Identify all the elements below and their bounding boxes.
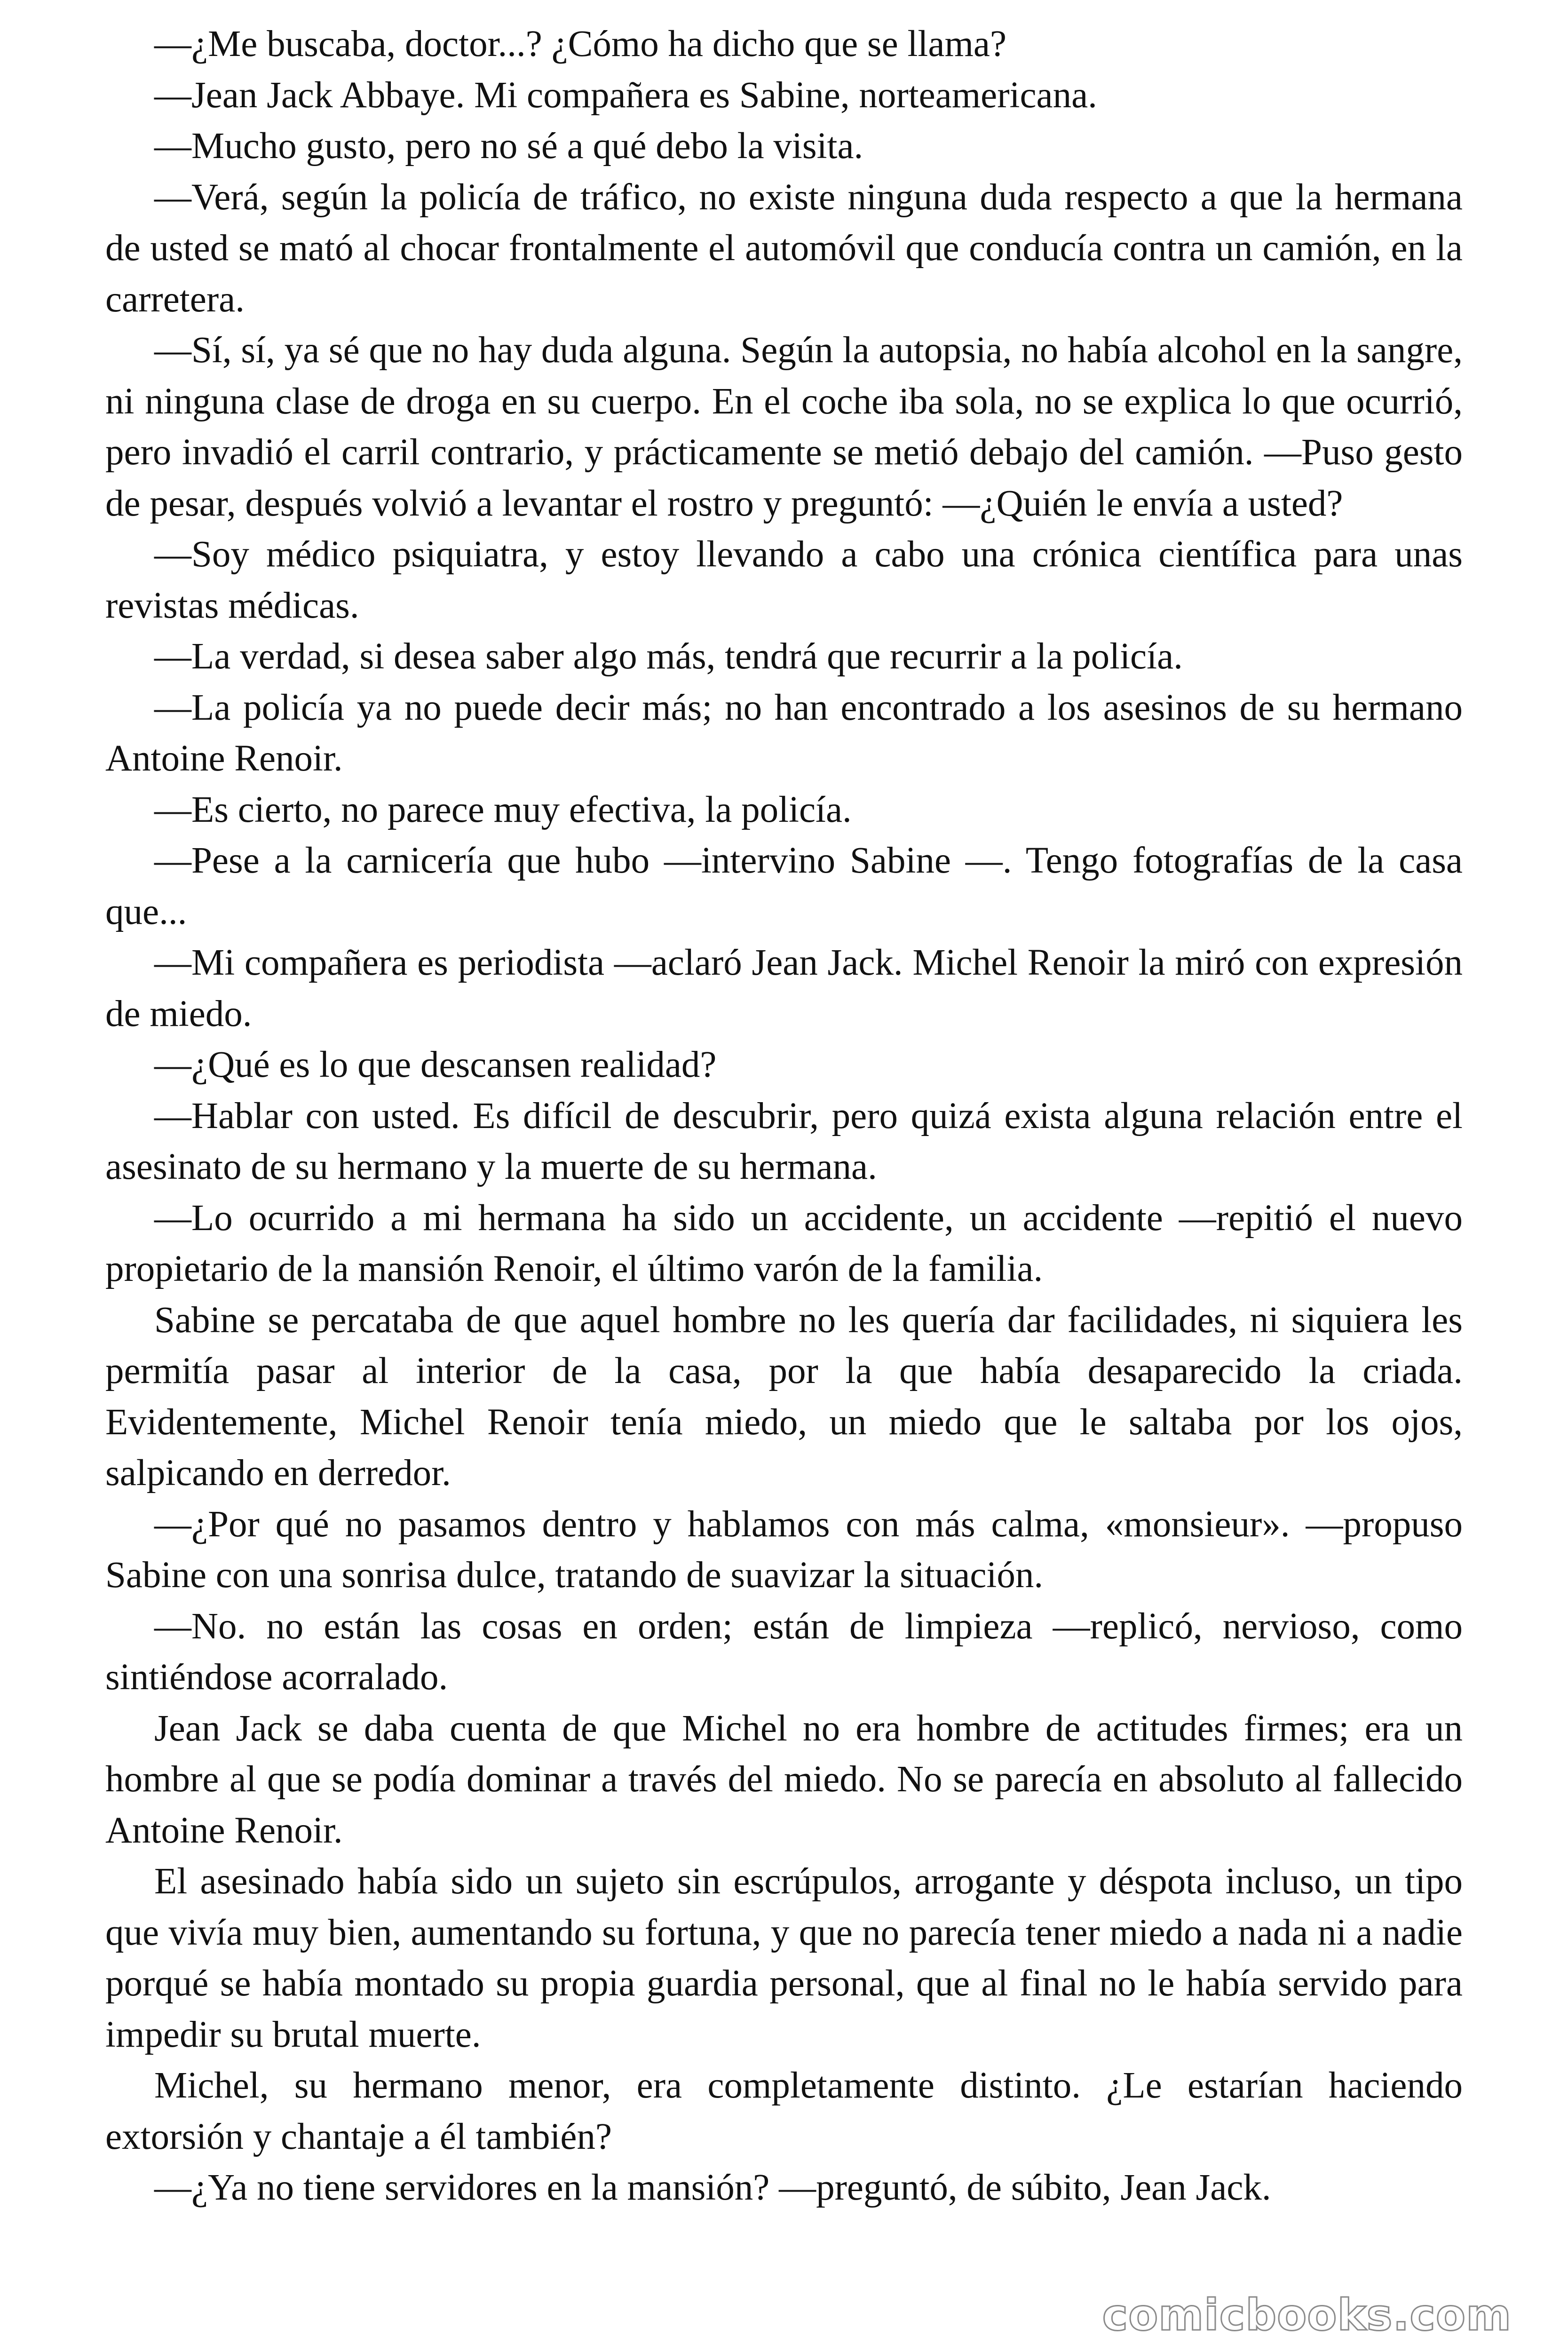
paragraph: —¿Por qué no pasamos dentro y hablamos con más calma, «monsieur». —propuso Sabine con una sonrisa dulce, tratando de suavizar la situación.: [105, 1503, 1463, 1596]
paragraph: —Soy médico psiquiatra, y estoy llevando a cabo una crónica científica para unas revistas médicas.: [105, 534, 1463, 626]
page-body: [105, 19, 1463, 2214]
paragraph: —La policía ya no puede decir más; no han encontrado a los asesinos de su hermano Antoine Renoir.: [105, 687, 1463, 779]
paragraph: —No. no están las cosas en orden; están de limpieza —replicó, nervioso, como sintiéndose acorralado.: [105, 1605, 1463, 1698]
watermark: comicbooks.com: [1102, 2290, 1512, 2340]
paragraph: —¿Qué es lo que descansen realidad?: [154, 1044, 717, 1085]
paragraph: —Mi compañera es periodista —aclaró Jean Jack. Michel Renoir la miró con expresión de miedo.: [105, 942, 1463, 1034]
paragraph: —Sí, sí, ya sé que no hay duda alguna. Según la autopsia, no había alcohol en la sangre, ni ninguna clase de droga en su cuerpo. En el coche iba sola, no se explica lo que ocurrió, pero invadió el carril contrario, y prácticamente se metió debajo del camión. —Puso gesto de pesar, después volvió a levantar el rostro y preguntó: —¿Quién le envía a usted?: [105, 330, 1463, 524]
paragraph: —Hablar con usted. Es difícil de descubrir, pero quizá exista alguna relación entre el asesinato de su hermano y la muerte de su hermana.: [105, 1095, 1463, 1187]
paragraph: —Verá, según la policía de tráfico, no existe ninguna duda respecto a que la hermana de usted se mató al chocar frontalmente el automóvil que conducía contra un camión, en la carretera.: [105, 176, 1463, 320]
paragraph: Jean Jack se daba cuenta de que Michel no era hombre de actitudes firmes; era un hombre al que se podía dominar a través del miedo. No se parecía en absoluto al fallecido Antoine Renoir.: [105, 1708, 1463, 1851]
paragraph: —¿Me buscaba, doctor...? ¿Cómo ha dicho que se llama?: [154, 24, 1007, 64]
paragraph: —Lo ocurrido a mi hermana ha sido un accidente, un accidente —repitió el nuevo propietario de la mansión Renoir, el último varón de la familia.: [105, 1197, 1463, 1289]
paragraph: Sabine se percataba de que aquel hombre no les quería dar facilidades, ni siquiera les permitía pasar al interior de la casa, por la que había desaparecido la criada. Evidentemente, Michel Renoir tenía miedo, un miedo que le saltaba por los ojos, salpicando en derredor.: [105, 1299, 1463, 1494]
paragraph: El asesinado había sido un sujeto sin escrúpulos, arrogante y déspota incluso, un tipo que vivía muy bien, aumentando su fortuna, y que no parecía tener miedo a nada ni a nadie porqué se había montado su propia guardia personal, que al final no le había servido para impedir su brutal muerte.: [105, 1861, 1463, 2055]
paragraph: —Mucho gusto, pero no sé a qué debo la visita.: [154, 126, 863, 167]
paragraph: Michel, su hermano menor, era completamente distinto. ¿Le estarían haciendo extorsión y chantaje a él también?: [105, 2065, 1463, 2157]
paragraph: —La verdad, si desea saber algo más, tendrá que recurrir a la policía.: [154, 636, 1183, 677]
paragraph: —Pese a la carnicería que hubo —intervino Sabine —. Tengo fotografías de la casa que...: [105, 840, 1463, 932]
paragraph: —¿Ya no tiene servidores en la mansión? —preguntó, de súbito, Jean Jack.: [154, 2167, 1271, 2208]
paragraph: —Jean Jack Abbaye. Mi compañera es Sabine, norteamericana.: [154, 74, 1097, 116]
paragraph: —Es cierto, no parece muy efectiva, la policía.: [154, 789, 852, 830]
